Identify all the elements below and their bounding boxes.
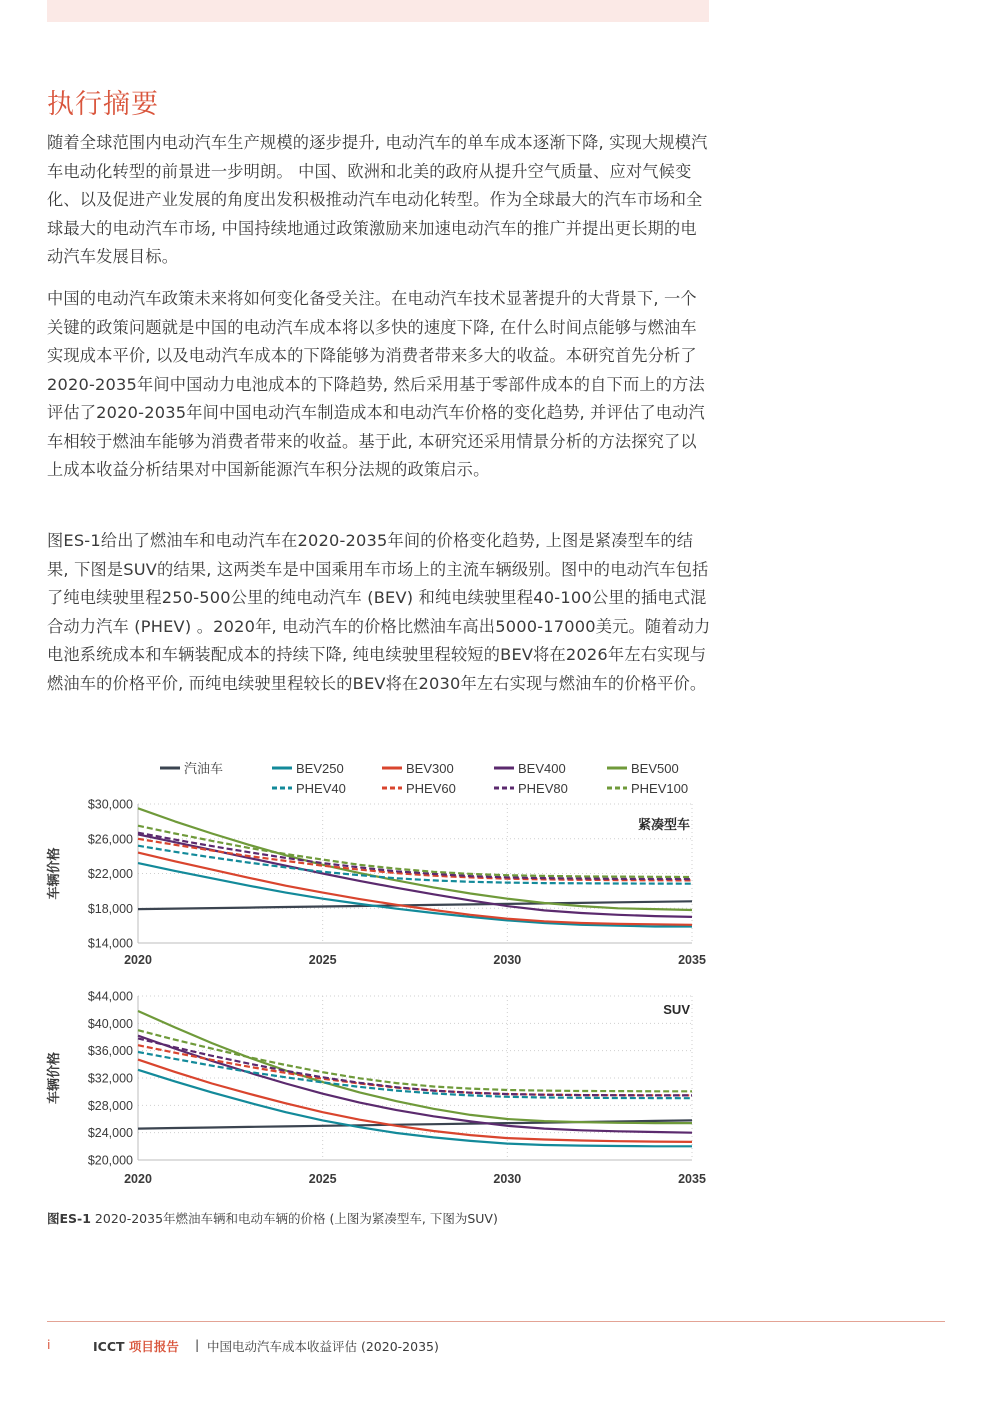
chart2-series-bev300 <box>138 1060 692 1142</box>
chart1-x-tick-label: 2035 <box>678 953 706 967</box>
legend-label-bev300: BEV300 <box>406 761 454 776</box>
chart1-y-tick-label: $30,000 <box>87 797 133 812</box>
legend-label-bev400: BEV400 <box>518 761 566 776</box>
legend-label-phev80: PHEV80 <box>518 781 568 796</box>
legend-label-bev250: BEV250 <box>296 761 344 776</box>
paragraph-3: 图ES-1给出了燃油车和电动汽车在2020-2035年间的价格变化趋势, 上图是紧凑型车的结果, 下图是SUV的结果, 这两类车是中国乘用车市场上的主流车辆级别。图中的电动汽车包括了纯电续驶里程250-500公里的纯电动汽车 (BEV) 和纯电续驶里程40-100公里的插电式混合动力汽车 (PHEV) 。2020年, 电动汽车的价格比燃油车高出5000-17000美元。随着动力电池系统成本和车辆装配成本的持续下降, 纯电续驶里程较短的BEV将在2026年左右实现与燃油车的价格平价, 而纯电续驶里程较长的BEV将在2030年左右实现与燃油车的价格平价。 <box>47 531 711 693</box>
chart2-x-tick-label: 2025 <box>308 1172 337 1186</box>
chart1-x-tick-label: 2025 <box>308 953 337 967</box>
chart1-x-tick-label: 2020 <box>124 953 152 967</box>
legend-label-bev500: BEV500 <box>631 761 679 776</box>
legend-label-汽油车: 汽油车 <box>184 761 224 776</box>
chart1-title: 紧凑型车 <box>637 817 690 832</box>
chart2-series-bev250 <box>138 1070 692 1147</box>
caption-label: 图ES-1 <box>47 1211 91 1226</box>
chart1-y-tick-label: $18,000 <box>87 901 133 916</box>
chart1-y-tick-label: $26,000 <box>87 832 133 847</box>
legend-label-phev60: PHEV60 <box>406 781 456 796</box>
chart2-series-phev40 <box>138 1052 692 1098</box>
price-charts <box>40 752 720 1197</box>
footer-org-name: ICCT <box>93 1339 129 1354</box>
chart2-x-tick-label: 2030 <box>493 1172 522 1186</box>
legend-label-phev100: PHEV100 <box>631 781 689 796</box>
chart2-y-tick-label: $40,000 <box>87 1016 133 1031</box>
chart1-y-axis-label: 车辆价格 <box>46 847 61 900</box>
legend-label-phev40: PHEV40 <box>296 781 346 796</box>
chart1-y-tick-label: $14,000 <box>87 936 133 951</box>
section-heading: 执行摘要 <box>47 89 159 120</box>
chart2-title: SUV <box>663 1002 690 1017</box>
page-number: i <box>47 1337 51 1352</box>
top-banner <box>47 0 709 22</box>
chart1-x-tick-label: 2030 <box>493 953 522 967</box>
footer-divider <box>47 1321 945 1322</box>
chart2-y-tick-label: $44,000 <box>87 989 133 1004</box>
footer-org <box>93 1337 179 1355</box>
chart2-x-tick-label: 2020 <box>124 1172 152 1186</box>
footer-title: 中国电动汽车成本收益评估 (2020-2035) <box>207 1339 439 1354</box>
chart2-x-tick-label: 2035 <box>678 1172 706 1186</box>
footer-separator: | <box>195 1337 200 1352</box>
chart2-y-tick-label: $36,000 <box>87 1044 133 1059</box>
figure-caption <box>47 1209 498 1227</box>
footer-report-type: 项目报告 <box>128 1339 179 1354</box>
paragraph-1: 随着全球范围内电动汽车生产规模的逐步提升, 电动汽车的单车成本逐渐下降, 实现大规模汽车电动化转型的前景进一步明朗。 中国、欧洲和北美的政府从提升空气质量、应对气候变化、以及促进产业发展的角度出发积极推动汽车电动化转型。作为全球最大的汽车市场和全球最大的电动汽车市场, 中国持续地通过政策激励来加速电动汽车的推广并提出更长期的电动汽车发展目标。 <box>47 133 708 266</box>
chart1-y-tick-label: $22,000 <box>87 867 133 881</box>
chart2-y-tick-label: $24,000 <box>87 1126 133 1141</box>
chart2-y-tick-label: $28,000 <box>87 1098 133 1113</box>
chart2-y-axis-label: 车辆价格 <box>46 1051 61 1105</box>
caption-text: 2020-2035年燃油车辆和电动车辆的价格 (上图为紧凑型车, 下图为SUV) <box>90 1211 498 1226</box>
paragraph-2: 中国的电动汽车政策未来将如何变化备受关注。在电动汽车技术显著提升的大背景下, 一个关键的政策问题就是中国的电动汽车成本将以多快的速度下降, 在什么时间点能够与燃油车实现成本平价, 以及电动汽车成本的下降能够为消费者带来多大的收益。本研究首先分析了2020-2035年间中国动力电池成本的下降趋势, 然后采用基于零部件成本的自下而上的方法评估了2020-2035年间中国电动汽车制造成本和电动汽车价格的变化趋势, 并评估了电动汽车相较于燃油车能够为消费者带来的收益。基于此, 本研究还采用情景分析的方法探究了以上成本收益分析结果对中国新能源汽车积分法规的政策启示。 <box>47 289 705 479</box>
chart2-y-tick-label: $32,000 <box>87 1071 133 1086</box>
chart2-y-tick-label: $20,000 <box>87 1153 133 1168</box>
